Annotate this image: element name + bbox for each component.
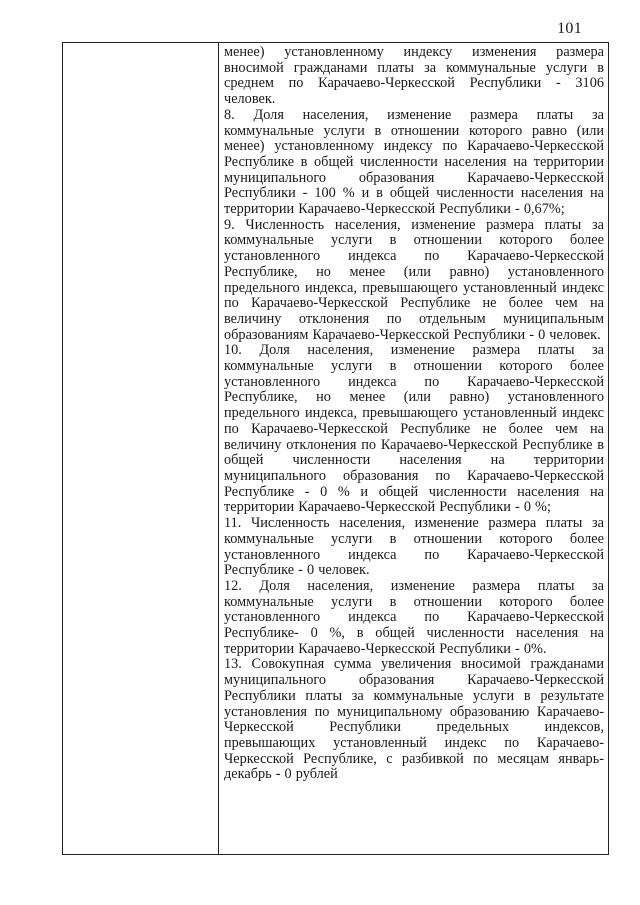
page-number: 101 <box>557 20 582 37</box>
table-right-column <box>219 43 608 854</box>
paragraph-item-8: 8. Доля населения, изменение размера платы за коммунальные услуги в отношении которого равно (или менее) установленному индексу по Карачаево-Черкесской Республике в общей численности населения на территории муниципального образования Карачаево-Черкесской Республики - 100 % и в общей численности населения на территории Карачаево-Черкесской Республики - 0,67%; <box>224 106 604 218</box>
paragraph-item-11: 11. Численность населения, изменение размера платы за коммунальные услуги в отношении которого более установленного индекса по Карачаево-Черкесской Республике - 0 человек. <box>224 515 604 579</box>
paragraph-item-13: 13. Совокупная сумма увеличения вносимой гражданами муниципального образования Карачаево-Черкесской Республики платы за коммунальные услуги в результате установления по муниципальному образованию Карачаево-Черкесской Республики предельных индексов, превышающих установленный индекс по Карачаево-Черкесской Республике, с разбивкой по месяцам январь-декабрь - 0 рублей <box>224 656 604 783</box>
document-table <box>62 42 609 855</box>
paragraph-item-12: 12. Доля населения, изменение размера платы за коммунальные услуги в отношении которого более установленного индекса по Карачаево-Черкесской Республике- 0 %, в общей численности населения на территории Карачаево-Черкесской Республики - 0%. <box>224 577 604 657</box>
paragraph-item-9: 9. Численность населения, изменение размера платы за коммунальные услуги в отношении которого более установленного индекса по Карачаево-Черкесской Республике, но менее (или равно) установленного предельного индекса, превышающего установленный индекс по Карачаево-Черкесской Республике не более чем на величину отклонения по отдельным муниципальным образованиям Карачаево-Черкесской Республики - 0 человек. <box>224 216 604 343</box>
paragraph-continuation: менее) установленному индексу изменения размера вносимой гражданами платы за коммунальные услуги в среднем по Карачаево-Черкесской Республики - 3106 человек. <box>224 44 604 108</box>
paragraph-item-10: 10. Доля населения, изменение размера платы за коммунальные услуги в отношении которого более установленного индекса по Карачаево-Черкесской Республике, но менее (или равно) установленного предельного индекса, превышающего установленный индекс по Карачаево-Черкесской Республике не более чем на величину отклонения по Карачаево-Черкесской Республике в общей численности населения на территории муниципального образования по Карачаево-Черкесской Республике - 0 % и общей численности населения на территории Карачаево-Черкесской Республики - 0 %; <box>224 342 604 516</box>
table-left-column <box>63 43 219 854</box>
